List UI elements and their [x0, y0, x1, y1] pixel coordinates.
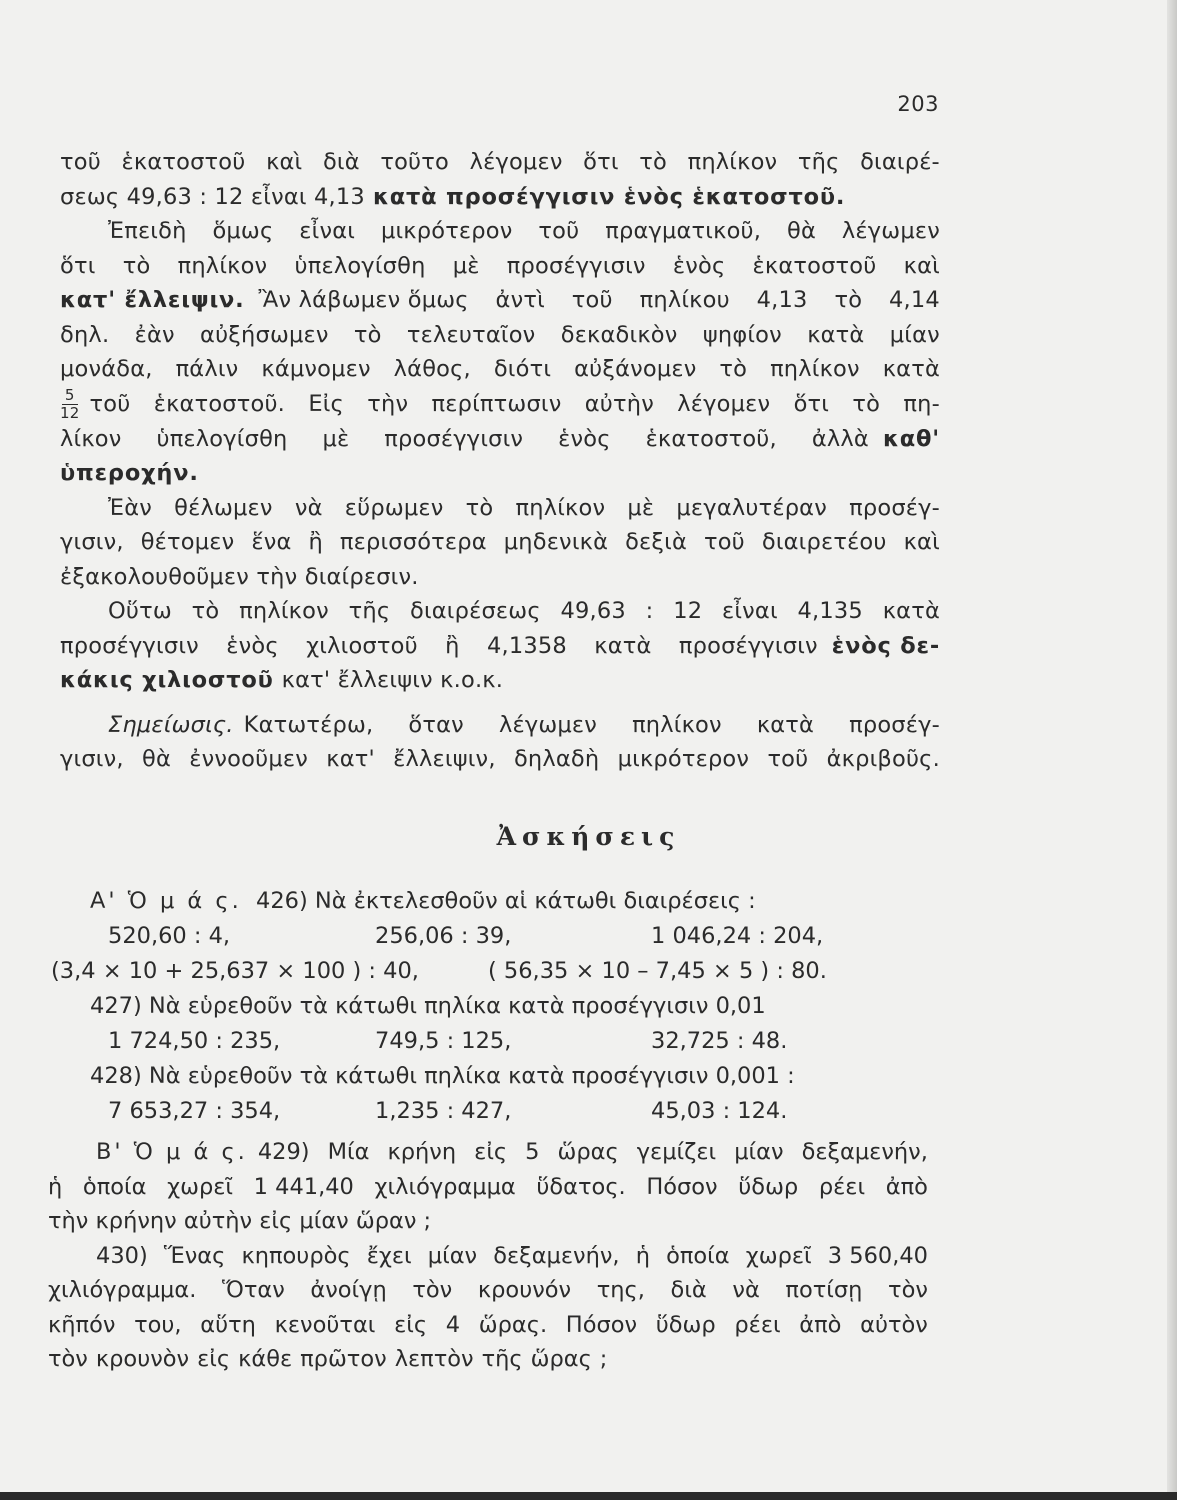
exercise-line: [48, 1094, 940, 1129]
word: αὕτη: [200, 1311, 256, 1338]
word: ἢ: [445, 632, 460, 659]
word: ἡ: [48, 1173, 63, 1200]
exercise-item: 45,03 : 124.: [651, 1098, 788, 1124]
word: εἰς: [394, 1311, 428, 1338]
word: μονάδα,: [60, 356, 153, 382]
word: γισιν,: [60, 529, 124, 555]
fraction: [60, 387, 80, 422]
word: πηλίκον: [687, 149, 778, 175]
word: ψηφίον: [702, 321, 782, 348]
word: ἀπὸ: [799, 1311, 842, 1338]
word-problems: [48, 1135, 928, 1377]
word: ὑπελογίσθη: [294, 252, 426, 279]
emphasis-text: κάκις χιλιοστοῦ: [60, 667, 274, 693]
word: νὰ: [732, 1277, 760, 1303]
exercise-item: 520,60 : 4,: [108, 923, 231, 949]
word: τὸ: [639, 149, 667, 175]
word: ὕδωρ: [738, 1173, 799, 1200]
text-line: [48, 1239, 928, 1274]
text-line: [60, 352, 940, 387]
word: ἀντὶ: [495, 287, 545, 313]
word: 4,1358: [486, 632, 567, 659]
word: τῆς: [348, 598, 391, 624]
word: δεξαμενήν,: [493, 1242, 620, 1269]
word: λεπτὸν: [394, 1346, 474, 1372]
word: ὕδατος.: [536, 1173, 626, 1200]
word: ἔλλειψιν,: [393, 746, 496, 772]
word: δεκαδικὸν: [560, 321, 678, 348]
word: εἶναι: [299, 218, 356, 244]
word: 3 560,40: [827, 1242, 928, 1269]
word: ὅμως: [212, 218, 274, 244]
word: πηλίκον: [239, 598, 329, 624]
text-line: [60, 491, 940, 526]
word: διὰ: [670, 1277, 707, 1303]
word: κενοῦται: [274, 1311, 376, 1338]
text-line: [60, 422, 940, 457]
word: ἑκατοστοῦ,: [645, 425, 777, 452]
word: ὥρας: [530, 1346, 592, 1372]
word: τοῦ: [571, 287, 613, 313]
word: χιλιόγραμμα: [374, 1173, 516, 1200]
word: ἑκατοστοῦ.: [153, 390, 286, 417]
emphasis-text: κατὰ προσέγγισιν ἑνὸς ἑκατοστοῦ.: [372, 183, 846, 210]
word: Ἐπειδὴ: [108, 218, 187, 244]
word: 430): [96, 1242, 148, 1269]
word: 5: [525, 1139, 540, 1165]
word: ρέει: [818, 1173, 866, 1200]
word: Οὕτω: [108, 598, 172, 624]
word: ποτίσῃ: [785, 1277, 863, 1303]
word: τὸν: [48, 1346, 88, 1372]
word: 429): [257, 1139, 310, 1165]
emphasis-text: ἑνὸς δε-: [831, 632, 940, 659]
word: 4,135: [797, 598, 863, 624]
word: πηλίκον: [177, 252, 268, 279]
word: τὸ: [465, 494, 494, 521]
text-line: [60, 708, 940, 743]
word: πραγματικοῦ,: [605, 218, 762, 244]
exercise-item: 1 724,50 : 235,: [108, 1028, 281, 1054]
text-span: [90, 387, 941, 422]
word: γισιν,: [60, 746, 124, 772]
text-line: [60, 742, 940, 777]
word: πηλίκου: [639, 287, 730, 313]
emphasis-text: καθ': [883, 425, 940, 452]
word: ἔχει: [366, 1242, 412, 1269]
word: τοῦ: [538, 218, 580, 244]
word: Εἰς: [308, 390, 344, 417]
word: καὶ: [266, 149, 303, 175]
text-span: [244, 708, 940, 743]
page-edge-right: [1167, 0, 1177, 1500]
word: καὶ: [903, 529, 940, 555]
word: περισσότερα: [339, 529, 487, 555]
word: αὐτὸν: [860, 1311, 928, 1338]
word: λέγομεν: [469, 149, 563, 175]
word: ὅτι: [60, 252, 96, 279]
word: 1 441,40: [253, 1173, 354, 1200]
exercise-item: (3,4 × 10 + 25,637 × 100 ) : 40,: [51, 958, 419, 984]
word: μηδενικὰ: [503, 529, 609, 555]
exercise-item: 1,235 : 427,: [375, 1098, 512, 1124]
word: Κατωτέρω,: [243, 711, 374, 738]
word: τοῦτο: [380, 149, 449, 175]
word: κρουνόν: [477, 1277, 572, 1303]
fraction-denominator: 12: [60, 403, 80, 422]
word: κατὰ: [756, 711, 815, 738]
word: κατὰ: [882, 356, 940, 382]
word: 12: [673, 598, 703, 624]
word: δεξαμενήν,: [801, 1139, 928, 1165]
word: λέγωμεν: [498, 711, 598, 738]
word: αὐξάνομεν: [574, 356, 697, 382]
word: 49,63: [560, 598, 626, 624]
exercise-line: [48, 884, 940, 919]
word: πάλιν: [175, 356, 239, 382]
word: ἢ: [308, 529, 323, 555]
word: τὸν: [888, 1277, 928, 1303]
word: πη-: [903, 390, 940, 417]
word: προσέγ-: [849, 711, 940, 738]
word: κάθε: [238, 1346, 293, 1372]
word: ἑκατοστοῦ: [121, 149, 246, 175]
word: τὸ: [852, 390, 881, 417]
word: λέγομεν: [677, 390, 771, 417]
word: κατ': [326, 746, 375, 772]
text-line: [60, 283, 940, 318]
exercises-heading: Ἀσκήσεις: [496, 822, 681, 851]
text-line: [60, 629, 940, 664]
word: προσέγγισιν: [60, 632, 199, 659]
word: Μία: [327, 1139, 370, 1165]
word: ἀπὸ: [885, 1173, 928, 1200]
text-span: ἐξακολουθοῦμεν τὴν διαίρεσιν.: [60, 563, 419, 590]
word: τὸ: [191, 598, 220, 624]
word: αὐξήσωμεν: [200, 321, 329, 348]
word: πηλίκον: [770, 356, 860, 382]
word: γεμίζει: [636, 1139, 717, 1165]
word: καὶ: [903, 252, 940, 279]
word: ἑκατοστοῦ: [752, 252, 877, 279]
word: θὰ: [787, 218, 817, 244]
word: κατὰ: [807, 321, 865, 348]
group-label: Β' Ὁ μ ά ς.: [96, 1139, 248, 1165]
word: πηλίκον: [515, 494, 606, 521]
main-text: [60, 145, 940, 777]
word: τοῦ: [60, 149, 101, 175]
word: τοῦ: [89, 390, 131, 417]
word: μὲ: [322, 425, 350, 452]
word: Πόσον: [646, 1173, 718, 1200]
word: θὰ: [142, 746, 171, 772]
text-line: [60, 214, 940, 249]
word: εἰς: [474, 1139, 508, 1165]
word: εὕρωμεν: [344, 494, 444, 521]
word: μικρότερον: [617, 746, 750, 772]
word: ρέει: [734, 1311, 781, 1338]
note-label: Σημείωσις.: [108, 711, 234, 738]
word: μίαν: [427, 1242, 478, 1269]
word: 4,13: [756, 287, 808, 313]
text-line: [48, 1170, 928, 1205]
word: της,: [596, 1277, 645, 1303]
word: Ἐὰν: [108, 494, 152, 521]
word: χιλιοστοῦ: [306, 632, 418, 659]
exercise-text: 428) Νὰ εὑρεθοῦν τὰ κάτωθι πηλίκα κατὰ προσέγγισιν 0,001 :: [90, 1063, 795, 1089]
word: τὸ: [719, 356, 748, 382]
word: τὸ: [353, 321, 382, 348]
text-line: [60, 145, 940, 180]
text-line: [48, 1308, 928, 1343]
exercise-item: 32,725 : 48.: [651, 1028, 788, 1054]
word: μὲ: [627, 494, 655, 521]
text-line: [60, 180, 940, 215]
word: κῆπόν: [48, 1311, 116, 1338]
word: προσέγ-: [849, 494, 940, 521]
word: λίκον: [60, 425, 122, 452]
exercise-item: ( 56,35 × 10 – 7,45 × 5 ) : 80.: [488, 958, 827, 984]
word: θέλωμεν: [174, 494, 273, 521]
word: τὸν: [412, 1277, 453, 1303]
word: κρουνὸν: [95, 1346, 190, 1372]
word: διαιρετέου: [761, 529, 887, 555]
fraction-numerator: 5: [62, 387, 78, 405]
exercise-item: 7 653,27 : 354,: [108, 1098, 281, 1124]
exercise-text: 426) Νὰ ἐκτελεσθοῦν αἱ κάτωθι διαιρέσεις :: [256, 888, 756, 914]
word: μίαν: [889, 321, 940, 348]
word: ;: [599, 1346, 608, 1372]
text-span: [259, 283, 940, 318]
emphasis-text: ὑπεροχήν.: [60, 460, 199, 486]
text-line: [60, 663, 940, 698]
word: δηλαδὴ: [513, 746, 600, 772]
exercise-line: [48, 919, 940, 954]
word: κάμνομεν: [261, 356, 371, 382]
word: προσέγγισιν: [678, 632, 818, 659]
word: ἐννοοῦμεν: [189, 746, 308, 772]
word: τὴν: [367, 390, 409, 417]
word: ἡ: [635, 1242, 650, 1269]
word: ἀκριβοῦς.: [826, 746, 940, 772]
word: πρῶτον: [300, 1346, 387, 1372]
exercise-item: 1 046,24 : 204,: [651, 923, 824, 949]
word: ὑπελογίσθη: [156, 425, 288, 452]
word: μὲ: [452, 252, 480, 279]
word: δηλ.: [60, 321, 110, 348]
text-span: τὴν κρήνην αὐτὴν εἰς μίαν ὥραν ;: [48, 1208, 432, 1234]
page-number: 203: [897, 92, 939, 116]
text-line: [60, 249, 940, 284]
word: προσέγγισιν: [384, 425, 524, 452]
word: :: [645, 598, 654, 624]
word: θέτομεν: [140, 529, 235, 555]
word: κηπουρὸς: [241, 1242, 351, 1269]
word: ἑνὸς: [558, 425, 611, 452]
text-line: [48, 1135, 928, 1170]
word: διότι: [493, 356, 552, 382]
word: διαιρέσεως: [410, 598, 541, 624]
word: εἶναι: [721, 598, 778, 624]
group-label: Α' Ὁ μ ά ς.: [90, 888, 242, 914]
word: μικρότερον: [380, 218, 513, 244]
word: τελευταῖον: [406, 321, 536, 348]
word: Ἕνας: [163, 1242, 226, 1269]
word: ἑνὸς: [672, 252, 726, 279]
word: ὁποία: [666, 1242, 730, 1269]
word: δεξιὰ: [625, 529, 688, 555]
text-line: [48, 1204, 928, 1239]
word: λάθος,: [393, 356, 471, 382]
word: λέγωμεν: [841, 218, 940, 244]
exercise-line: [48, 1059, 940, 1094]
text-line: [60, 318, 940, 353]
word: εἰς: [197, 1346, 231, 1372]
word: ἀνοίγῃ: [310, 1277, 387, 1303]
word: ὥρας.: [478, 1311, 548, 1338]
page-edge-bottom: [0, 1492, 1177, 1500]
exercise-item: 256,06 : 39,: [375, 923, 512, 949]
word: Ὅταν: [221, 1277, 285, 1303]
text-line: [48, 1273, 928, 1308]
text-span: [60, 629, 818, 664]
word: κρήνη: [387, 1139, 457, 1165]
word: ὅτι: [583, 149, 619, 175]
word: χωρεῖ: [745, 1242, 812, 1269]
word: ὥρας: [557, 1139, 619, 1165]
word: ὁποία: [82, 1173, 147, 1200]
text-span: κατ' ἔλλειψιν κ.ο.κ.: [281, 667, 504, 693]
word: Ἂν λάβωμεν ὅμως: [258, 287, 469, 313]
word: νὰ: [294, 494, 323, 521]
text-span: σεως 49,63 : 12 εἶναι 4,13: [60, 183, 365, 210]
text-line: [48, 1342, 928, 1377]
word: Πόσον: [565, 1311, 638, 1338]
word: τῆς: [481, 1346, 523, 1372]
word: χωρεῖ: [167, 1173, 234, 1200]
word: ὕδωρ: [655, 1311, 716, 1338]
word: μίαν: [734, 1139, 784, 1165]
exercise-line: [48, 1024, 940, 1059]
text-line: [60, 560, 940, 595]
word: τοῦ: [767, 746, 809, 772]
text-line: [60, 525, 940, 560]
exercise-text: 427) Νὰ εὑρεθοῦν τὰ κάτωθι πηλίκα κατὰ προσέγγισιν 0,01: [90, 993, 766, 1019]
word: τὸ: [834, 287, 863, 313]
word: τοῦ: [703, 529, 745, 555]
word: ἕνα: [251, 529, 292, 555]
word: προσέγγισιν: [506, 252, 646, 279]
text-line: [60, 387, 940, 422]
word: ὅτι: [793, 390, 830, 417]
word: διὰ: [322, 149, 360, 175]
text-line: [60, 456, 940, 491]
word: 4,14: [889, 287, 940, 313]
exercise-line: [48, 954, 940, 989]
word: διαιρέ-: [860, 149, 940, 175]
word: του,: [134, 1311, 182, 1338]
word: κατὰ: [882, 598, 940, 624]
word: τὸ: [122, 252, 151, 279]
text-line: [60, 594, 940, 629]
emphasis-text: κατ' ἔλλειψιν.: [60, 287, 245, 313]
exercise-line: [48, 989, 940, 1024]
text-span: [60, 422, 869, 457]
word: χιλιόγραμμα.: [48, 1277, 197, 1303]
exercise-item: 749,5 : 125,: [375, 1028, 512, 1054]
word: τῆς: [797, 149, 840, 175]
word: αὐτὴν: [584, 390, 654, 417]
word: 4: [445, 1311, 461, 1338]
word: κατὰ: [594, 632, 652, 659]
word: ὅταν: [408, 711, 464, 738]
exercises-block: [48, 884, 940, 1129]
word: ἐὰν: [134, 321, 175, 348]
word: μεγαλυτέραν: [676, 494, 827, 521]
word: ἑνὸς: [226, 632, 279, 659]
word: πηλίκον: [632, 711, 722, 738]
word: περίπτωσιν: [431, 390, 562, 417]
text-span: [258, 1135, 928, 1170]
word: ἀλλὰ: [811, 425, 869, 452]
